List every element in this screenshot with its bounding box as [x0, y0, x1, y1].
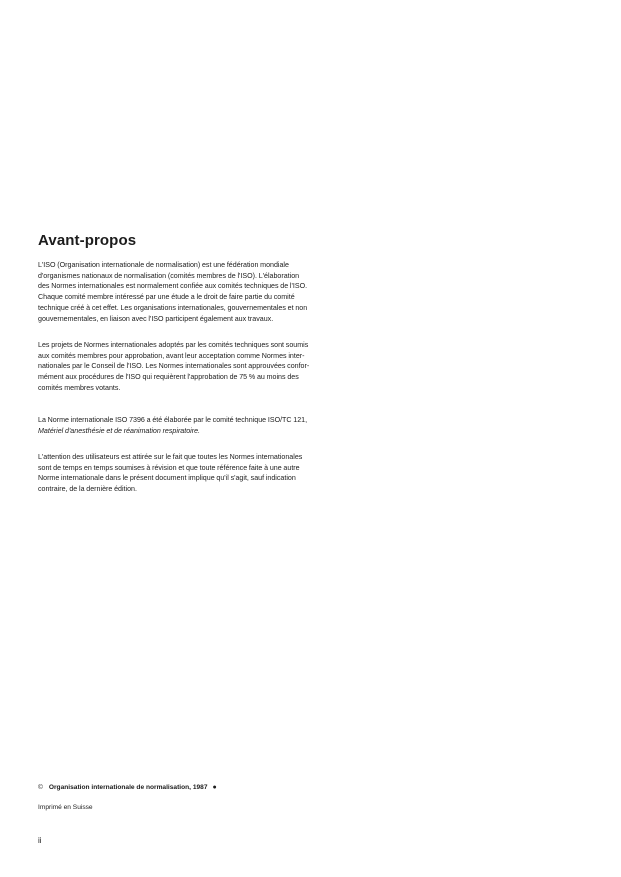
text-line: contraire, de la dernière édition.	[38, 485, 137, 494]
paragraph-iso-organisation	[38, 260, 384, 324]
copyright-icon: ©	[38, 784, 43, 791]
paragraph-iso-7396	[38, 415, 384, 436]
text-line: technique créé à cet effet. Les organisations internationales, gouvernementales et non	[38, 303, 308, 312]
text-line: Norme internationale dans le présent document implique qu'il s'agit, sauf indication	[38, 474, 296, 483]
bullet-icon: ●	[212, 784, 217, 791]
text-line: L'ISO (Organisation internationale de normalisation) est une fédération mondiale	[38, 261, 289, 269]
text-line: mément aux procédures de l'ISO qui requièrent l'approbation de 75 % au moins des	[38, 373, 299, 382]
copyright-notice	[38, 783, 217, 793]
text-line: d'organismes nationaux de normalisation (comités membres de l'ISO). L'élaboration	[38, 271, 300, 280]
paragraph-draft-standards	[38, 340, 384, 394]
text-line: Les projets de Normes internationales adoptés par les comités techniques sont soumis	[38, 341, 309, 349]
text-line: gouvernementales, en liaison avec l'ISO participent également aux travaux.	[38, 314, 274, 323]
text-line: L'attention des utilisateurs est attirée sur le fait que toutes les Normes internationales	[38, 453, 303, 461]
text-line: Chaque comité membre intéressé par une étude a le droit de faire partie du comité	[38, 293, 295, 302]
printed-in-note: Imprimé en Suisse	[38, 804, 93, 811]
text-line: La Norme internationale ISO 7396 a été élaborée par le comité technique ISO/TC 121,	[38, 416, 308, 424]
page-number: ii	[38, 836, 42, 845]
text-line: sont de temps en temps soumises à révision et que toute référence faite à une autre	[38, 463, 300, 472]
text-line: aux comités membres pour approbation, avant leur acceptation comme Normes inter-	[38, 351, 305, 360]
paragraph-revision-notice	[38, 452, 384, 495]
committee-title: Matériel d'anesthésie et de réanimation respiratoire.	[38, 426, 201, 435]
text-line: nationales par le Conseil de l'ISO. Les Normes internationales sont approuvées confor-	[38, 362, 310, 371]
text-line: des Normes internationales est normalement confiée aux comités techniques de l'ISO.	[38, 282, 308, 291]
page-title: Avant-propos	[38, 232, 137, 249]
text-line: comités membres votants.	[38, 383, 121, 392]
copyright-text: Organisation internationale de normalisation, 1987	[48, 784, 208, 791]
